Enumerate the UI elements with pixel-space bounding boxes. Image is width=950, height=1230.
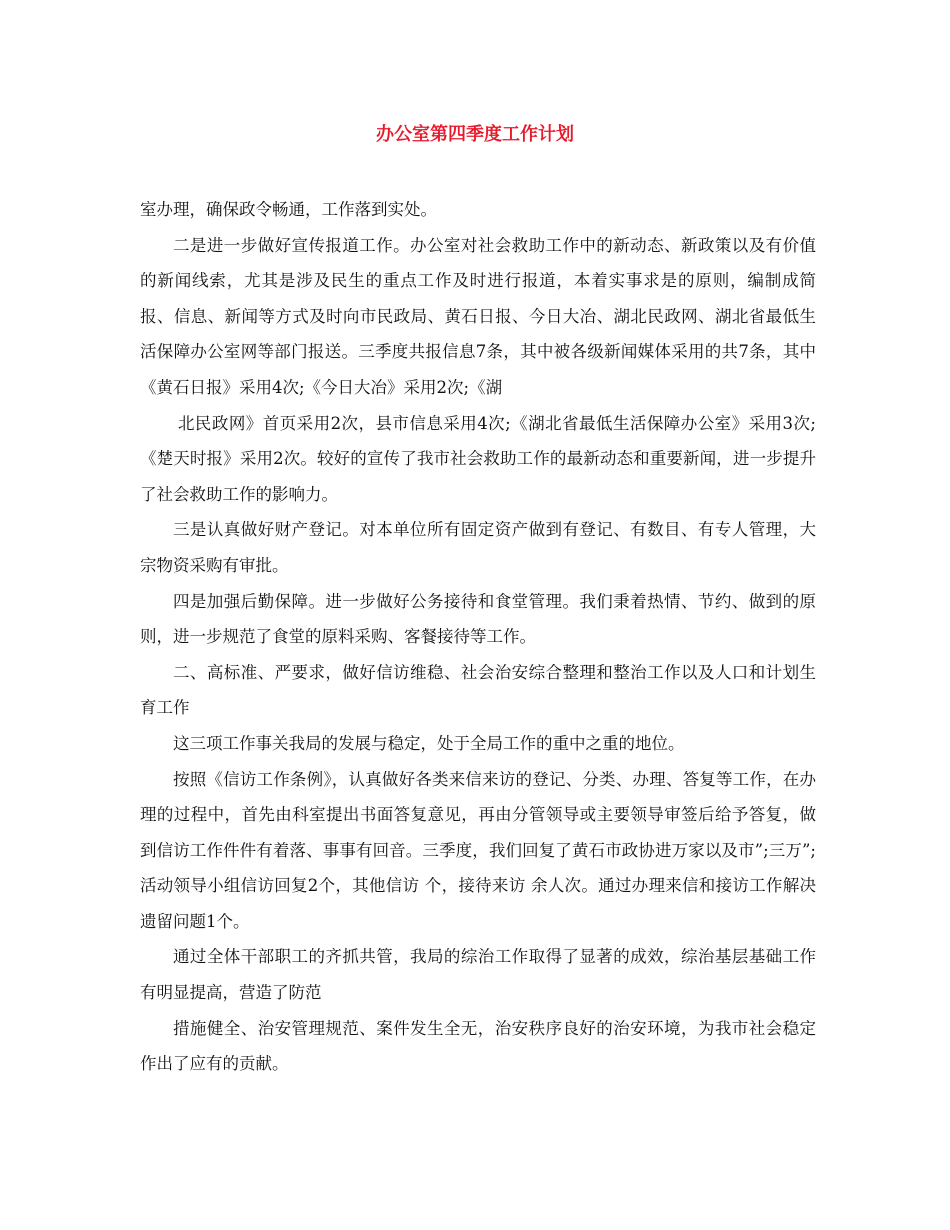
paragraph-publicity: 二是进一步做好宣传报道工作。办公室对社会救助工作中的新动态、新政策以及有价值的新闻线索，尤其是涉及民生的重点工作及时进行报道，本着实事求是的原则，编制成简报、信息、新闻等方式及时向市民政局、黄石日报、今日大冶、湖北民政网、湖北省最低生活保障办公室网等部门报送。三季度共报信息7条，其中被各级新闻媒体采用的共7条，其中《黄石日报》采用4次;《今日大冶》采用2次;《湖: [140, 235, 816, 397]
paragraph-public-security: 措施健全、治安管理规范、案件发生全无，治安秩序良好的治安环境，为我市社会稳定作出了应有的贡献。: [140, 1018, 816, 1074]
paragraph-section-two-heading: 二、高标准、严要求，做好信访维稳、社会治安综合整理和整治工作以及人口和计划生育工作: [140, 662, 816, 718]
document-title: 办公室第四季度工作计划: [376, 124, 574, 145]
document-body: [140, 192, 816, 1082]
paragraph-asset-registration: 三是认真做好财产登记。对本单位所有固定资产做到有登记、有数目、有专人管理，大宗物资采购有审批。: [140, 520, 816, 575]
paragraph-importance: 这三项工作事关我局的发展与稳定，处于全局工作的重中之重的地位。: [173, 733, 685, 753]
paragraph-comprehensive-governance: 通过全体干部职工的齐抓共管，我局的综治工作取得了显著的成效，综治基层基础工作有明显提高，营造了防范: [140, 947, 816, 1003]
paragraph-logistics: 四是加强后勤保障。进一步做好公务接待和食堂管理。我们秉着热情、节约、做到的原则，进一步规范了食堂的原料采购、客餐接待等工作。: [140, 591, 816, 647]
paragraph-publicity-continued: 北民政网》首页采用2次，县市信息采用4次;《湖北省最低生活保障办公室》采用3次;《楚天时报》采用2次。较好的宣传了我市社会救助工作的最新动态和重要新闻，进一步提升了社会救助工作的影响力。: [140, 413, 816, 504]
paragraph-continuation: 室办理，确保政令畅通，工作落到实处。: [140, 200, 437, 219]
paragraph-petitions: 按照《信访工作条例》，认真做好各类来信来访的登记、分类、办理、答复等工作，在办理的过程中，首先由科室提出书面答复意见，再由分管领导或主要领导审签后给予答复，做到信访工作件件有着落、事事有回音。三季度，我们回复了黄石市政协进万家以及市”;三万”;活动领导小组信访回复2个，其他信访 个，接待来访 余人次。通过办理来信和接访工作解决遗留问题1个。: [140, 769, 816, 931]
